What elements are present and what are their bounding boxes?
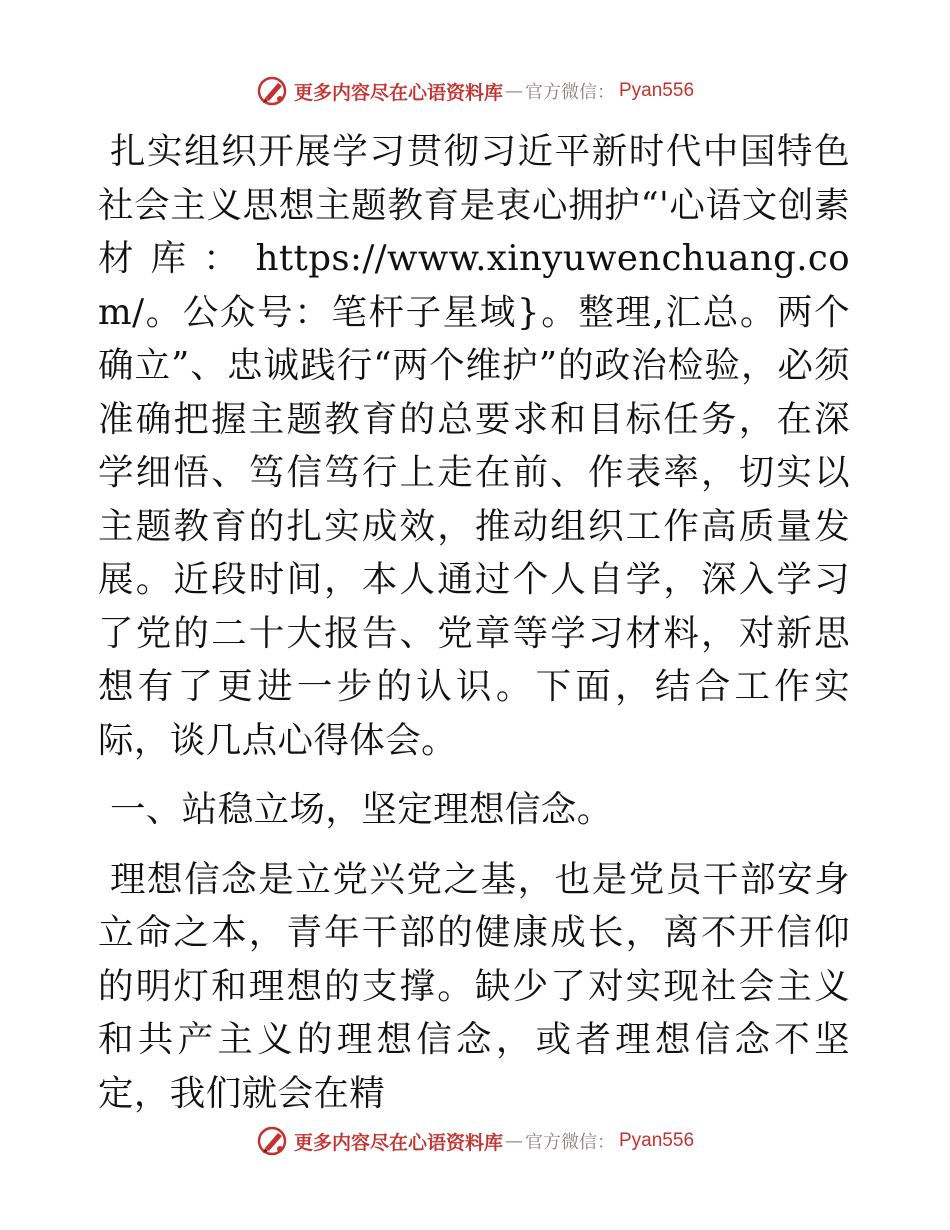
section-heading-1: 一、站稳立场，坚定理想信念。 xyxy=(110,789,613,830)
header-banner xyxy=(0,74,950,108)
header-banner-text: 更多内容尽在心语资料库 xyxy=(293,81,503,104)
pen-seal-logo-icon xyxy=(256,74,290,108)
footer-banner-text: 更多内容尽在心语资料库 xyxy=(293,1131,503,1154)
footer-banner xyxy=(0,1124,950,1158)
footer-wechat-label: 官方微信： xyxy=(525,1132,615,1153)
body-paragraph-2: 理想信念是立党兴党之基，也是党员干部安身立命之本，青年干部的健康成长，离不开信仰的明灯和理想的支撑。缺少了对实现社会主义和共产主义的理想信念，或者理想信念不坚定，我们就会在精 xyxy=(98,858,850,1114)
pen-seal-logo-icon xyxy=(256,1124,290,1158)
body-paragraph-1: 扎实组织开展学习贯彻习近平新时代中国特色社会主义思想主题教育是衷心拥护“'心语文创素材库：https://www.xinyuwenchuang.com/。公众号：笔杆子星域}。整理,汇总。两个确立”、忠诚践行“两个维护”的政治检验，必须准确把握主题教育的总要求和目标任务，在深学细悟、笃信笃行上走在前、作表率，切实以主题教育的扎实成效，推动组织工作高质量发展。近段时间，本人通过个人自学，深入学习了党的二十大报告、党章等学习材料，对新思想有了更进一步的认识。下面，结合工作实际，谈几点心得体会。 xyxy=(98,131,850,761)
header-banner-dash: — xyxy=(505,80,523,102)
document-body xyxy=(98,125,850,1120)
header-wechat-label: 官方微信： xyxy=(525,82,615,103)
footer-wechat-id: Pyan556 xyxy=(619,1130,695,1151)
header-wechat-id: Pyan556 xyxy=(619,80,695,101)
footer-banner-dash: — xyxy=(505,1130,523,1152)
